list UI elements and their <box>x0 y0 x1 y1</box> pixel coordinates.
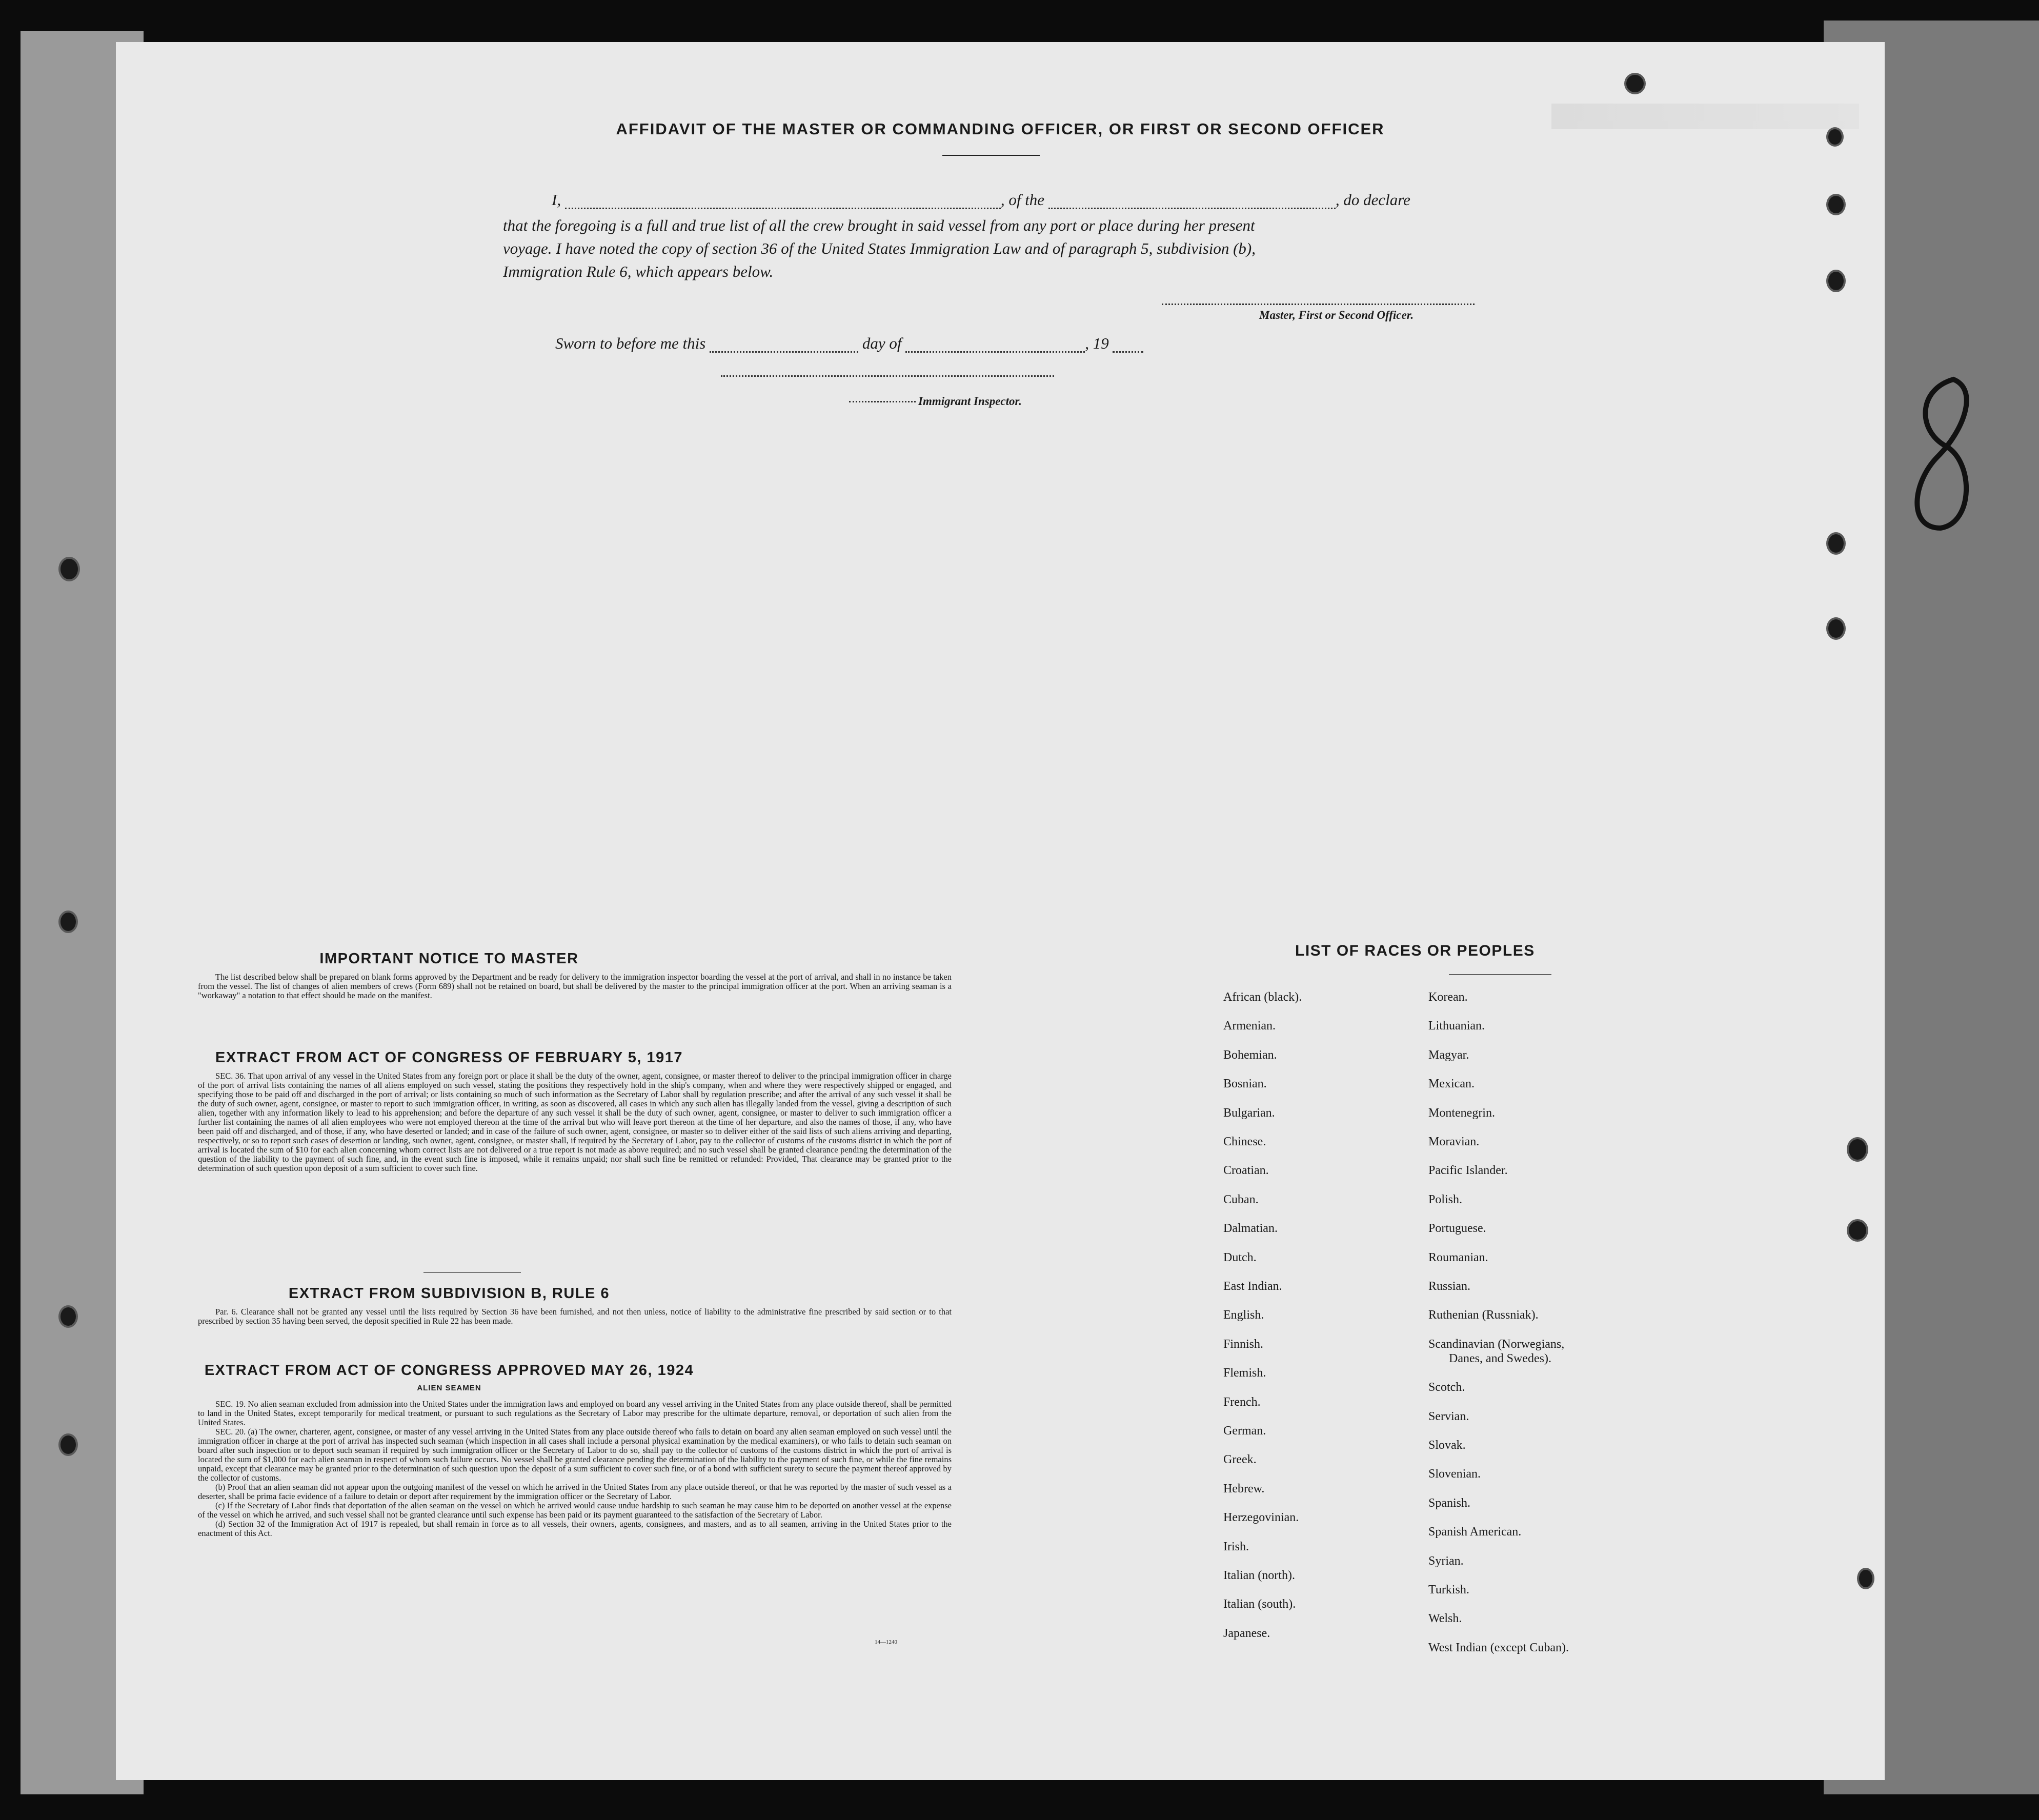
sworn-day-blank[interactable] <box>710 351 858 353</box>
race-item: East Indian. <box>1223 1280 1282 1293</box>
declaration-line-3: voyage. I have noted the copy of section 36 of the United States Immigration Law and of paragraph 5, subdivision (b), <box>503 239 1256 257</box>
race-item: Scandinavian (Norwegians, <box>1428 1337 1565 1351</box>
title-rule <box>942 155 1040 156</box>
punch-hole <box>1849 1221 1866 1240</box>
race-item: Hebrew. <box>1223 1482 1265 1495</box>
sec-20a-text: SEC. 20. (a) The owner, charterer, agent, consignee, or master of any vessel arriving in the United States from any place outside thereof who fails to detain on board any alien seaman employed on such vessel until the immigration officer in charge at the port of arrival has inspected such seaman (which inspection in all cases shall include a personal physical examination by the medical examiners), or who fails to detain such seaman on board after such inspection or to deport such seaman if required by such immigration officer or the Secretary of Labor to do so, shall pay to the collector of customs of the customs district in which the port of arrival is located the sum of $1,000 for each alien seaman in respect of whom such failure occurs. No vessel shall be granted clearance pending the determination of the liability to the payment of such fine, or while the fine remains unpaid, except that clearance may be granted prior to the determination of such question upon the deposit of a sum sufficient to cover such fine, or of a bond with sufficient surety to secure the payment thereof approved by the collector of customs. <box>198 1427 952 1483</box>
punch-hole <box>1849 1139 1866 1160</box>
notice-text: The list described below shall be prepared on blank forms approved by the Department and be ready for delivery to the immigration inspector boarding the vessel at the port of arrival, and shall in no instance be taken from the vessel. The list of changes of alien members of crews (Form 689) shall not be retained on board, but shall be delivered by the master to the principal immigration officer at the port. When an arriving seaman is a "workaway" a notation to that effect should be made on the manifest. <box>198 972 952 1000</box>
race-item: Irish. <box>1223 1540 1249 1553</box>
extract-1924-subtitle: ALIEN SEAMEN <box>417 1384 481 1392</box>
day-of-label: day of <box>862 334 902 352</box>
vessel-blank[interactable] <box>1048 208 1336 209</box>
declaration-line-1 <box>552 191 1603 209</box>
race-item: Bosnian. <box>1223 1077 1267 1091</box>
race-item: Portuguese. <box>1428 1222 1486 1236</box>
punch-hole <box>1859 1570 1872 1587</box>
race-item: Servian. <box>1428 1409 1469 1423</box>
sec-19-text: SEC. 19. No alien seaman excluded from admission into the United States under the immigration laws and employed on board any vessel arriving in the United States from any place outside thereof, shall be permitted to land in the United States, except temporarily for medical treatment, or pursuant to such regulations as the Secretary of Labor may prescribe for the ultimate departure, removal, or deportation of such alien from the United States. <box>198 1399 952 1427</box>
race-item: English. <box>1223 1308 1264 1322</box>
race-item: Finnish. <box>1223 1337 1264 1351</box>
punch-hole <box>1828 196 1844 213</box>
race-item: Turkish. <box>1428 1583 1469 1596</box>
race-item: Roumanian. <box>1428 1250 1488 1264</box>
notice-title: IMPORTANT NOTICE TO MASTER <box>319 951 579 967</box>
declare-label: , do declare <box>1335 191 1410 209</box>
punch-hole <box>1828 534 1844 553</box>
extract-1924-title: EXTRACT FROM ACT OF CONGRESS APPROVED MAY 26, 1924 <box>204 1362 694 1379</box>
race-item: Magyar. <box>1428 1048 1469 1062</box>
race-item: Pacific Islander. <box>1428 1164 1508 1178</box>
punch-hole <box>60 1307 76 1326</box>
extract-1924-body <box>198 1400 952 1538</box>
race-item: Spanish. <box>1428 1496 1471 1510</box>
race-item: Moravian. <box>1428 1135 1480 1148</box>
race-item: German. <box>1223 1424 1266 1438</box>
race-item: Korean. <box>1428 990 1468 1004</box>
sec-20d-text: (d) Section 32 of the Immigration Act of 1917 is repealed, but shall remain in force as to all vessels, their owners, agents, consignees, and masters, and as to all seamen, arriving in the United States prior to the enactment of this Act. <box>198 1519 952 1538</box>
race-item: Mexican. <box>1428 1077 1475 1091</box>
races-title: LIST OF RACES OR PEOPLES <box>1295 942 1535 959</box>
race-item: Lithuanian. <box>1428 1019 1485 1033</box>
punch-hole <box>60 1435 76 1454</box>
name-blank[interactable] <box>565 208 1001 209</box>
punch-hole <box>1626 75 1644 92</box>
form-number: 14—1240 <box>875 1639 897 1645</box>
sec-20b-text: (b) Proof that an alien seaman did not appear upon the outgoing manifest of the vessel on which he arrived in the United States from any place outside thereof, or that he was reported by the master of such vessel as a deserter, shall be prima facie evidence of a failure to detain or deport after requirement by the immigration officer or the Secretary of Labor. <box>198 1482 952 1501</box>
affidavit-title: AFFIDAVIT OF THE MASTER OR COMMANDING OFFICER, OR FIRST OR SECOND OFFICER <box>616 120 1385 138</box>
race-item: Spanish American. <box>1428 1525 1522 1539</box>
punch-hole <box>1828 619 1844 638</box>
race-item: Slovenian. <box>1428 1467 1481 1481</box>
handwritten-number-8 <box>1897 369 1979 538</box>
race-item: Japanese. <box>1223 1626 1270 1640</box>
declaration-i: I, <box>552 191 561 209</box>
sworn-line <box>555 334 1324 353</box>
punch-hole <box>1828 129 1842 145</box>
race-item: Dalmatian. <box>1223 1222 1278 1236</box>
sworn-year-blank[interactable] <box>1113 351 1143 353</box>
extract-1917-text: SEC. 36. That upon arrival of any vessel in the United States from any foreign port or place it shall be the duty of the owner, agent, consignee, or master thereof to deliver to the principal immigration officer in charge of the port of arrival lists containing the names of all aliens employed on such vessel, stating the positions they respectively hold in the ship's company, when and where they were respectively shipped or engaged, and specifying those to be paid off and discharged in the port of arrival; or lists containing so much of such information as the Secretary of Labor shall by regulation prescribe; and after the arrival of any such vessel it shall be the duty of such owner, agent, consignee, or master to report to such immigration officer, in writing, as soon as discovered, all cases in which any such alien has illegally landed from the vessel, giving a description of such alien, together with any information likely to lead to his apprehension; and before the departure of any such vessel it shall be the duty of such owner, agent, consignee, or master to deliver to such immigration officer a further list containing the names of all alien employees who were not employed thereon at the time of the arrival but who will leave port thereon at the time of her departure, and also the names of those, if any, who have been paid off and discharged, and of those, if any, who have deserted or landed; and in case of the failure of such owner, agent, consignee, or master so to deliver either of the said lists of such aliens arriving and departing, respectively, or so to report such cases of desertion or landing, such owner, agent, consignee, or master shall, if required by the Secretary of Labor, pay to the collector of customs of the customs district in which the port of arrival is located the sum of $10 for each alien concerning whom correct lists are not delivered or a true report is not made as above required; and no such vessel shall be granted clearance pending the determination of the question of the liability to the payment of such fine, and, in the event such fine is imposed, while it remains unpaid; nor shall such fine be remitted or refunded: Provided, That clearance may be granted prior to the determination of such question upon deposit of a sum sufficient to cover such fine. <box>198 1071 952 1173</box>
extract-1917-title: EXTRACT FROM ACT OF CONGRESS OF FEBRUARY 5, 1917 <box>215 1049 683 1066</box>
race-item: French. <box>1223 1395 1261 1409</box>
inspector-signature-blank[interactable] <box>721 375 1054 377</box>
race-item: Chinese. <box>1223 1135 1266 1148</box>
sworn-label: Sworn to before me this <box>555 334 706 352</box>
race-item: Cuban. <box>1223 1192 1259 1206</box>
sec-20c-text: (c) If the Secretary of Labor finds that deportation of the alien seaman on the vessel on which he arrived would cause undue hardship to such seaman he may cause him to be deported on another vessel at the expense of the vessel on which he arrived, and such vessel shall not be granted clearance until such expense has been paid or its payment guaranteed to the satisfaction of the Secretary of Labor. <box>198 1501 952 1520</box>
divider-1 <box>423 1272 521 1273</box>
declaration-line-4: Immigration Rule 6, which appears below. <box>503 262 774 280</box>
races-title-rule <box>1449 974 1551 975</box>
inspector-signature-label: Immigrant Inspector. <box>918 395 1022 408</box>
race-item: Danes, and Swedes). <box>1449 1351 1551 1365</box>
race-item: Polish. <box>1428 1192 1463 1206</box>
race-item: Scotch. <box>1428 1381 1465 1394</box>
sworn-month-blank[interactable] <box>905 351 1085 353</box>
of-the-label: , of the <box>1000 191 1045 209</box>
master-signature-label: Master, First or Second Officer. <box>1259 309 1414 321</box>
race-item: Italian (north). <box>1223 1569 1295 1582</box>
race-item: West Indian (except Cuban). <box>1428 1641 1569 1654</box>
master-signature-blank[interactable] <box>1162 304 1475 305</box>
race-item: Dutch. <box>1223 1250 1257 1264</box>
inspector-signature-lead <box>849 401 916 402</box>
race-item: Flemish. <box>1223 1366 1266 1380</box>
race-item: Greek. <box>1223 1453 1257 1467</box>
race-item: Italian (south). <box>1223 1597 1296 1611</box>
year-prefix: , 19 <box>1085 334 1109 352</box>
punch-hole <box>1828 272 1844 290</box>
race-item: African (black). <box>1223 990 1302 1004</box>
race-item: Ruthenian (Russniak). <box>1428 1308 1539 1322</box>
punch-hole <box>60 913 76 931</box>
manifest-page <box>116 42 1885 1780</box>
race-item: Armenian. <box>1223 1019 1276 1033</box>
race-item: Russian. <box>1428 1280 1471 1293</box>
race-item: Bulgarian. <box>1223 1106 1275 1120</box>
extract-rule6-title: EXTRACT FROM SUBDIVISION B, RULE 6 <box>288 1285 610 1302</box>
race-item: Herzegovinian. <box>1223 1511 1299 1525</box>
race-item: Welsh. <box>1428 1612 1462 1626</box>
race-item: Bohemian. <box>1223 1048 1277 1062</box>
race-item: Slovak. <box>1428 1439 1466 1452</box>
extract-rule6-text: Par. 6. Clearance shall not be granted any vessel until the lists required by Section 36 have been furnished, and not then unless, notice of liability to the administrative fine prescribed by said section or to that prescribed by section 35 having been served, the deposit specified in Rule 22 has been made. <box>198 1307 952 1326</box>
race-item: Montenegrin. <box>1428 1106 1495 1120</box>
punch-hole <box>60 559 78 579</box>
race-item: Croatian. <box>1223 1164 1269 1178</box>
race-item: Syrian. <box>1428 1554 1464 1568</box>
declaration-line-2: that the foregoing is a full and true list of all the crew brought in said vessel from any port or place during her present <box>503 216 1255 234</box>
